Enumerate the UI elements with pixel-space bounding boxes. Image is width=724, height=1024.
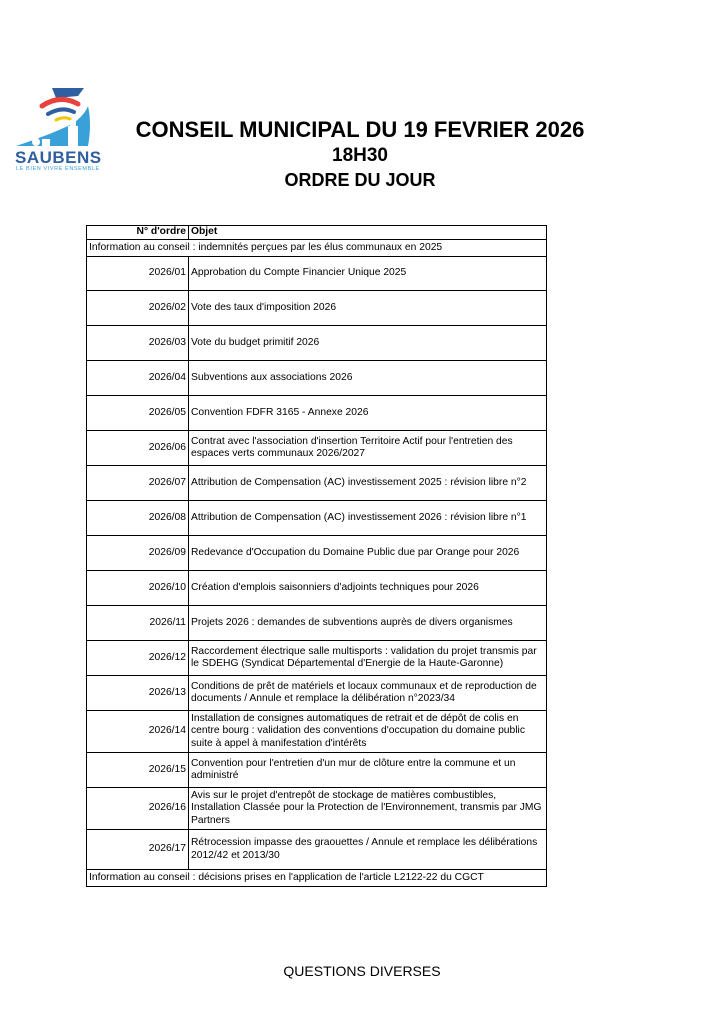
table-row: [87, 753, 547, 788]
info-row-bottom: [87, 870, 547, 887]
row-obj: Avis sur le projet d'entrepôt de stockage de matières combustibles, Installation Classée pour la Protection de l'Environnement, transmis par JMG Partners: [189, 788, 547, 830]
table-row: [87, 676, 547, 711]
questions-diverses: QUESTIONS DIVERSES: [283, 963, 441, 979]
logo-tagline: LE BIEN VIVRE ENSEMBLE: [16, 166, 100, 172]
row-num: 2026/11: [87, 606, 189, 641]
row-num: 2026/07: [87, 466, 189, 501]
row-num: 2026/05: [87, 396, 189, 431]
row-obj: Redevance d'Occupation du Domaine Public due par Orange pour 2026: [189, 536, 547, 571]
row-num: 2026/13: [87, 676, 189, 711]
row-num: 2026/15: [87, 753, 189, 788]
row-num: 2026/10: [87, 571, 189, 606]
row-num: 2026/03: [87, 326, 189, 361]
header-num: N° d'ordre: [87, 226, 189, 240]
row-num: 2026/04: [87, 361, 189, 396]
info-row-top: [87, 240, 547, 257]
table-row: [87, 536, 547, 571]
header-obj: Objet: [189, 226, 547, 240]
row-num: 2026/16: [87, 788, 189, 830]
row-obj: Vote des taux d'imposition 2026: [189, 291, 547, 326]
row-num: 2026/08: [87, 501, 189, 536]
row-num: 2026/17: [87, 830, 189, 870]
table-row: [87, 466, 547, 501]
table-row: [87, 501, 547, 536]
row-obj: Conditions de prêt de matériels et locaux communaux et de reproduction de documents / Annule et remplace la délibération n°2023/34: [189, 676, 547, 711]
table-row: [87, 361, 547, 396]
row-obj: Convention FDFR 3165 - Annexe 2026: [189, 396, 547, 431]
table-row: [87, 431, 547, 466]
table-row: [87, 571, 547, 606]
agenda-table: [86, 225, 547, 887]
row-obj: Projets 2026 : demandes de subventions auprès de divers organismes: [189, 606, 547, 641]
page-subtitle: ORDRE DU JOUR: [284, 170, 436, 190]
table-row: [87, 291, 547, 326]
row-num: 2026/14: [87, 711, 189, 753]
table-row: [87, 606, 547, 641]
info-top: Information au conseil : indemnités perçues par les élus communaux en 2025: [87, 240, 547, 257]
row-obj: Contrat avec l'association d'insertion Territoire Actif pour l'entretien des espaces verts communaux 2026/2027: [189, 431, 547, 466]
row-obj: Rétrocession impasse des graouettes / Annule et remplace les délibérations 2012/42 et 2013/30: [189, 830, 547, 870]
row-num: 2026/01: [87, 257, 189, 291]
row-obj: Création d'emplois saisonniers d'adjoints techniques pour 2026: [189, 571, 547, 606]
logo-emblem-icon: [12, 84, 112, 154]
page-title: CONSEIL MUNICIPAL DU 19 FEVRIER 2026: [135, 117, 585, 142]
row-num: 2026/12: [87, 641, 189, 676]
row-obj: Convention pour l'entretien d'un mur de clôture entre la commune et un administré: [189, 753, 547, 788]
row-num: 2026/09: [87, 536, 189, 571]
row-num: 2026/06: [87, 431, 189, 466]
row-obj: Installation de consignes automatiques de retrait et de dépôt de colis en centre bourg : validation des conventions d'occupation du domaine public suite à appel à manifestation d'intérêts: [189, 711, 547, 753]
row-num: 2026/02: [87, 291, 189, 326]
meeting-time: 18H30: [332, 145, 388, 166]
logo-name: SAUBENS: [15, 148, 102, 167]
table-row: [87, 830, 547, 870]
row-obj: Approbation du Compte Financier Unique 2025: [189, 257, 547, 291]
row-obj: Raccordement électrique salle multisports : validation du projet transmis par le SDEHG (Syndicat Départemental d'Energie de la Haute-Garonne): [189, 641, 547, 676]
table-header-row: [87, 226, 547, 240]
row-obj: Attribution de Compensation (AC) investissement 2026 : révision libre n°1: [189, 501, 547, 536]
table-row: [87, 641, 547, 676]
table-row: [87, 711, 547, 753]
table-row: [87, 396, 547, 431]
row-obj: Vote du budget primitif 2026: [189, 326, 547, 361]
row-obj: Subventions aux associations 2026: [189, 361, 547, 396]
row-obj: Attribution de Compensation (AC) investissement 2025 : révision libre n°2: [189, 466, 547, 501]
table-row: [87, 326, 547, 361]
info-bottom: Information au conseil : décisions prises en l'application de l'article L2122-22 du CGCT: [87, 870, 547, 887]
table-row: [87, 788, 547, 830]
table-row: [87, 257, 547, 291]
saubens-logo: [12, 84, 112, 176]
